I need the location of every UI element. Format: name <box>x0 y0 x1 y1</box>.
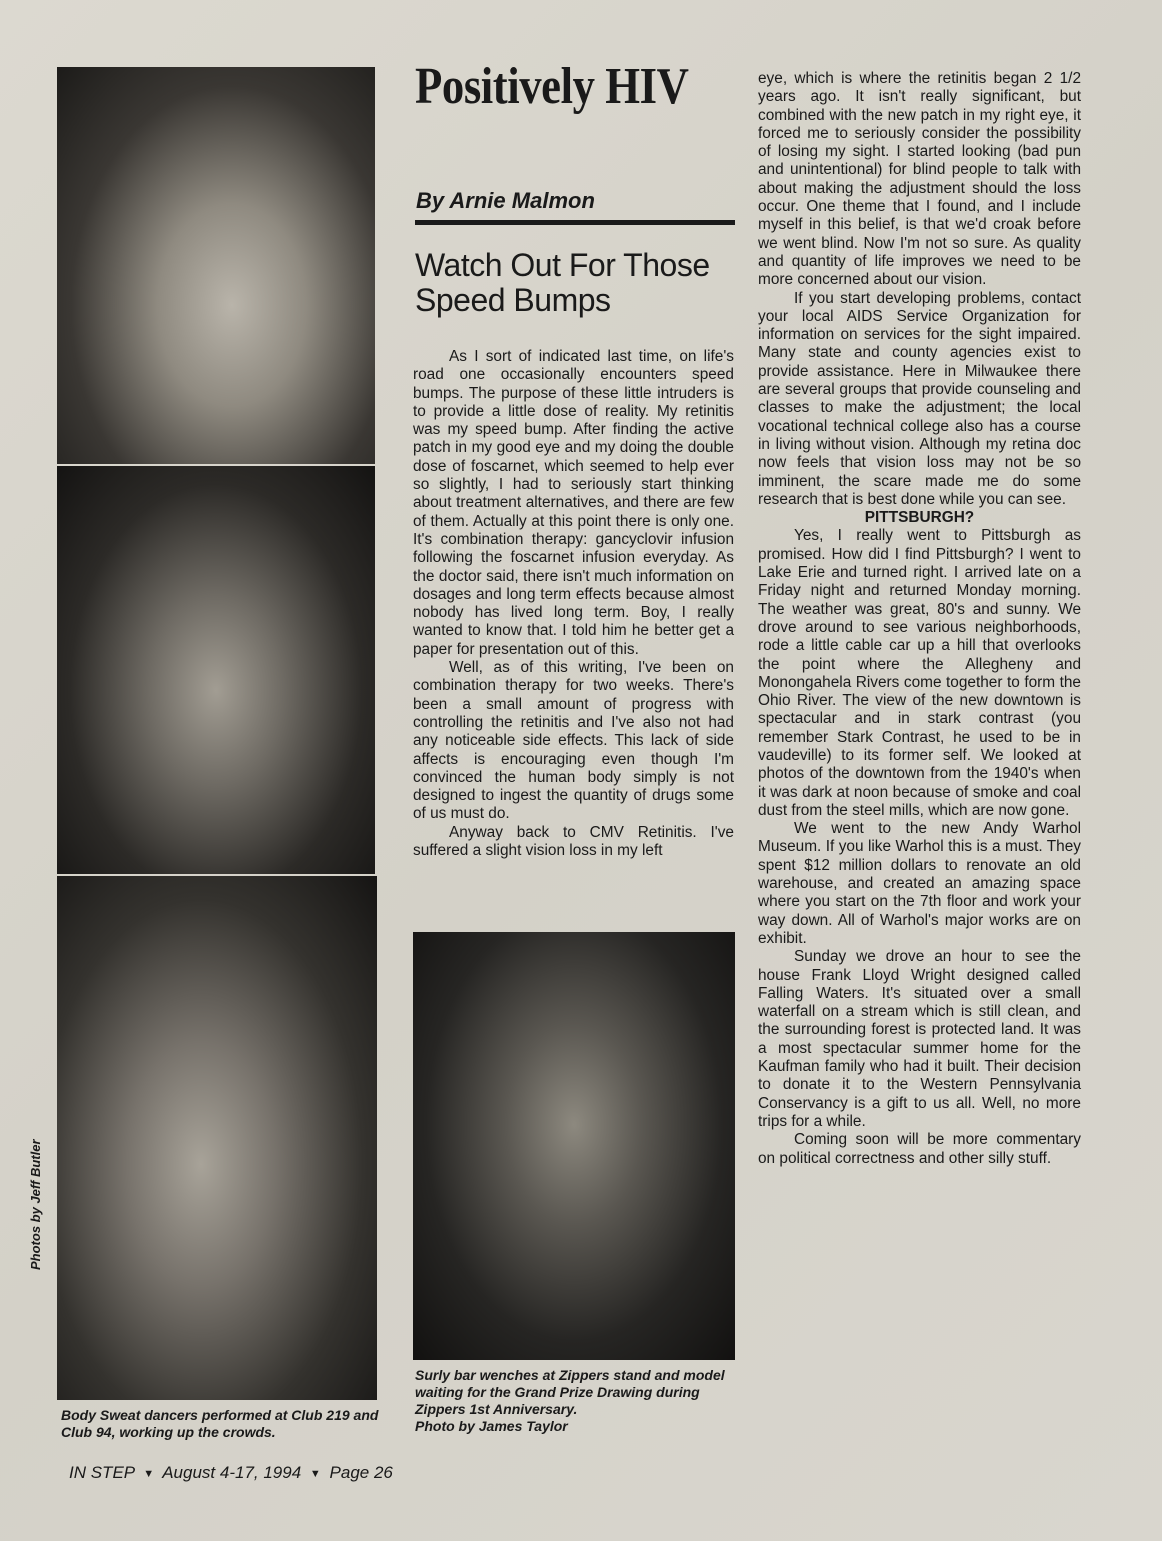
dancer-photo-1 <box>57 67 375 464</box>
separator-icon: ▼ <box>309 1468 321 1480</box>
body-paragraph: Sunday we drove an hour to see the house Frank Lloyd Wright designed called Falling Waters. It's situated over a small waterfall on a stream which is still clean, and the surrounding forest is protected land. It was a most spectacular summer home for the Kaufman family who had it built. Their decision to donate it to the Western Pennsylvania Conservancy is a gift to us all. Well, no more trips for a while. <box>758 948 1081 1130</box>
body-paragraph: We went to the new Andy Warhol Museum. If you like Warhol this is a must. They spent $12 million dollars to renovate an old warehouse, and created an amazing space where you start on the 7th floor and work your way down. All of Warhol's major works are on exhibit. <box>758 820 1081 947</box>
body-paragraph: Anyway back to CMV Retinitis. I've suffered a slight vision loss in my left <box>413 823 734 860</box>
body-paragraph: As I sort of indicated last time, on life's road one occasionally encounters speed bumps. The purpose of these little intruders is to provide a little dose of reality. My retinitis was my speed bump. After finding the active patch in my good eye and my doing the double dose of foscarnet, which seemed to help ever so slightly, I had to seriously start thinking about treatment alternatives, and there are few of them. Actually at this point there is only one. It's combination therapy: gancyclovir infusion following the foscarnet infusion everyday. As the doctor said, there isn't much information on dosages and long term effects because almost nobody has lived long term. Boy, I really wanted to know that. I told him he better get a paper for presentation out of this. <box>413 348 734 658</box>
headline-rule <box>415 220 735 225</box>
body-paragraph: Yes, I really went to Pittsburgh as promised. How did I find Pittsburgh? I went to Lake Erie and turned right. I arrived late on a Friday night and returned Monday morning. The weather was great, 80's and sunny. We drove around to see various neighborhoods, rode a little cable car up a hill that overlooks the point where the Allegheny and Monongahela Rivers come together to form the Ohio River. The view of the new downtown is spectacular and in stark contrast (you remember Stark Contrast, he used to be in vaudeville) to its former self. We looked at photos of the downtown from the 1940's when it was dark at noon because of smoke and coal dust from the steel mills, which are now gone. <box>758 527 1081 819</box>
article-headline: Watch Out For Those Speed Bumps <box>415 247 710 318</box>
section-heading: PITTSBURGH? <box>864 509 975 527</box>
page-number: Page 26 <box>329 1463 393 1482</box>
body-paragraph: eye, which is where the retinitis began 2 1/2 years ago. It isn't really significant, but combined with the new patch in my right eye, it forced me to seriously consider the possibility of losing my sight. I started looking (bad pun and unintentional) for blind people to talk with about making the adjustment should the loss occur. One theme that I found, and I include myself in this belief, is that we'd croak before we went blind. Now I'm not so sure. As quality and quantity of life improves we need to be more concerned about our vision. <box>758 70 1081 289</box>
caption-left: Body Sweat dancers performed at Club 219 and Club 94, working up the crowds. <box>61 1407 379 1440</box>
body-paragraph: Coming soon will be more commentary on political correctness and other silly stuff. <box>758 1131 1081 1167</box>
dancer-photo-2 <box>57 466 375 874</box>
body-paragraph: If you start developing problems, contact your local AIDS Service Organization for information on services for the sight impaired. Many state and county agencies exist to provide assistance. Here in Milwaukee there are several groups that provide counseling and classes to make the adjustment; the local vocational technical college also has a course in living without vision. Although my retina doc now feels that vision loss may not be so imminent, the scare made me do some research that is best done while you can see. <box>758 289 1081 508</box>
caption-right-credit: Photo by James Taylor <box>415 1418 568 1434</box>
column-title: Positively HIV <box>415 58 689 115</box>
bar-wenches-photo <box>413 932 735 1360</box>
body-paragraph: Well, as of this writing, I've been on combination therapy for two weeks. There's been a small amount of progress with controlling the retinitis and I've also not had any noticeable side effects. This lack of side affects is encouraging even though I'm convinced the human body simply is not designed to ingest the quantity of drugs some of us must do. <box>413 659 734 823</box>
separator-icon: ▼ <box>143 1468 155 1480</box>
article-column-right <box>758 70 1081 1168</box>
caption-right-text: Surly bar wenches at Zippers stand and model waiting for the Grand Prize Drawing during Zippers 1st Anniversary. <box>415 1367 725 1417</box>
byline: By Arnie Malmon <box>416 188 595 213</box>
dancer-photo-3 <box>57 876 377 1400</box>
photo-credit: Photos by Jeff Butler <box>28 1139 43 1270</box>
publication-name: IN STEP <box>69 1463 135 1482</box>
page-footer <box>69 1463 393 1483</box>
article-column-middle <box>413 348 734 860</box>
issue-date: August 4-17, 1994 <box>162 1463 302 1482</box>
caption-right <box>415 1367 733 1435</box>
